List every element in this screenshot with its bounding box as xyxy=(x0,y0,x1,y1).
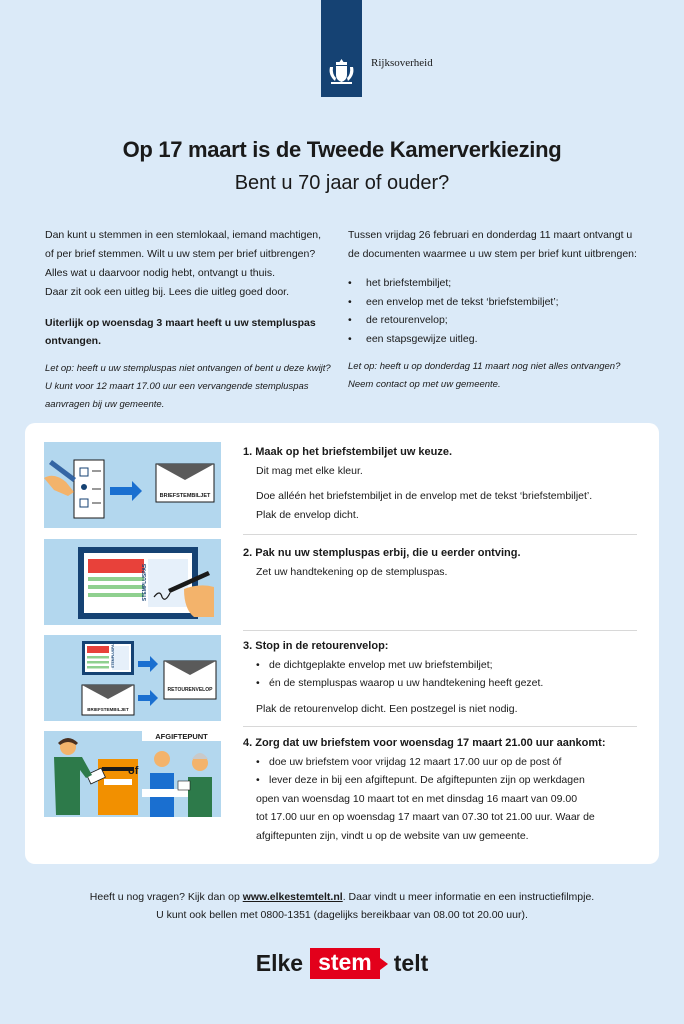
org-name: Rijksoverheid xyxy=(371,57,433,69)
campaign-logo: Elke stem telt xyxy=(0,948,684,979)
intro-line: Tussen vrijdag 26 februari en donderdag 11 maart ontvangt u xyxy=(348,229,633,241)
stempluspas-label: STEMPLUSPAS xyxy=(111,642,115,668)
ballot-envelope-label: BRIEFSTEMBILJET xyxy=(87,707,129,712)
step1-text: 1. Maak op het briefstembiljet uw keuze. Dit mag met elke kleur. Doe alléén het briefstembiljet in de envelop met de tekst ‘briefstembiljet’. Plak de envelop dicht. xyxy=(243,443,638,524)
crest-icon xyxy=(327,57,356,87)
step1-illustration xyxy=(44,442,221,528)
list-item: • én de stempluspas waarop u uw handtekening heeft gezet. xyxy=(256,674,638,693)
list-item: • de retourenvelop; xyxy=(348,311,648,330)
separator xyxy=(243,630,637,631)
separator xyxy=(243,726,637,727)
missing-docs-note: Let op: heeft u op donderdag 11 maart nog niet alles ontvangen? Neem contact op met uw gemeente. xyxy=(348,361,621,390)
intro-line: Dan kunt u stemmen in een stemlokaal, iemand machtigen, xyxy=(45,229,322,241)
deadline-notice: Uiterlijk op woensdag 3 maart heeft u uw stempluspas ontvangen. xyxy=(45,317,316,347)
step1-title: 1. Maak op het briefstembiljet uw keuze. xyxy=(243,446,453,458)
step3-illustration xyxy=(44,635,221,721)
step3-text: 3. Stop in de retourenvelop: • de dichtgeplakte envelop met uw briefstembiljet; • én de stempluspas waarop u uw handtekening heeft gezet. Plak de retourenvelop dicht. Een postzegel is niet nodig. xyxy=(243,637,638,718)
list-item: • een envelop met de tekst ‘briefstembiljet’; xyxy=(348,293,648,312)
step4-title: 4. Zorg dat uw briefstem voor woensdag 17 maart 21.00 uur aankomt: xyxy=(243,737,606,749)
lost-pass-note: Let op: heeft u uw stempluspas niet ontvangen of bent u deze kwijt? U kunt voor 12 maart 17.00 uur een vervangende stempluspas aanvragen bij uw gemeente. xyxy=(45,363,331,410)
or-label: of xyxy=(128,765,139,777)
list-item: • lever deze in bij een afgiftepunt. De afgiftepunten zijn op werkdagen xyxy=(256,771,638,790)
list-item: • doe uw briefstem voor vrijdag 12 maart 17.00 uur op de post óf xyxy=(256,753,638,772)
page-title: Op 17 maart is de Tweede Kamerverkiezing xyxy=(122,137,562,162)
separator xyxy=(243,534,637,535)
list-item: • het briefstembiljet; xyxy=(348,274,648,293)
stempluspas-label: STEMPLUSPAS xyxy=(142,563,148,601)
intro-line: of per brief stemmen. Wilt u uw stem per brief uitbrengen? xyxy=(45,248,316,260)
step2-illustration xyxy=(44,539,221,625)
rijksoverheid-logo-bar xyxy=(321,0,362,97)
page-subtitle: Bent u 70 jaar of ouder? xyxy=(234,172,450,194)
intro-line: Daar zit ook een uitleg bij. Lees die uitleg goed door. xyxy=(45,286,289,298)
step4-dropoff-illustration xyxy=(142,731,221,817)
footer-line: Heeft u nog vragen? Kijk dan op www.elkestemtelt.nl. Daar vindt u meer informatie en een instructiefilmpje. xyxy=(89,891,595,903)
envelope-label: BRIEFSTEMBILJET xyxy=(159,493,211,499)
step2-title: 2. Pak nu uw stempluspas erbij, die u eerder ontving. xyxy=(243,547,521,559)
list-item: • de dichtgeplakte envelop met uw briefstembiljet; xyxy=(256,656,638,675)
intro-left-column xyxy=(45,226,340,414)
list-item: • een stapsgewijze uitleg. xyxy=(348,330,648,349)
return-envelope-label: RETOURENVELOP xyxy=(167,687,213,693)
documents-list xyxy=(348,274,648,348)
steps-card xyxy=(25,423,659,864)
step4-list xyxy=(243,753,638,790)
step3-list xyxy=(243,656,638,693)
step3-title: 3. Stop in de retourenvelop: xyxy=(243,640,389,652)
intro-right-column xyxy=(348,226,648,394)
intro-line: Alles wat u daarvoor nodig hebt, ontvangt u thuis. xyxy=(45,267,275,279)
step4-text: 4. Zorg dat uw briefstem voor woensdag 17 maart 21.00 uur aankomt: • doe uw briefstem voor vrijdag 12 maart 17.00 uur op de post óf • lever deze in bij een afgiftepunt. De afgiftepunten zijn op werkdagen open van woensdag 10 maart tot en met dinsdag 16 maart van 09.00 tot 17.00 uur en op woensdag 17 maart van 07.30 tot 21.00 uur. Waar de afgiftepunten zijn, vindt u op de website van uw gemeente. xyxy=(243,734,638,845)
intro-line: de documenten waarmee u uw stem per brief kunt uitbrengen: xyxy=(348,248,637,260)
website-link[interactable]: www.elkestemtelt.nl xyxy=(242,891,343,903)
step2-text: 2. Pak nu uw stempluspas erbij, die u eerder ontving. Zet uw handtekening op de stempluspas. xyxy=(243,544,638,581)
footer-info xyxy=(0,888,684,924)
dropoff-point-label: AFGIFTEPUNT xyxy=(155,732,208,741)
footer-line: U kunt ook bellen met 0800-1351 (dagelijks bereikbaar van 08.00 tot 20.00 uur). xyxy=(156,909,528,921)
